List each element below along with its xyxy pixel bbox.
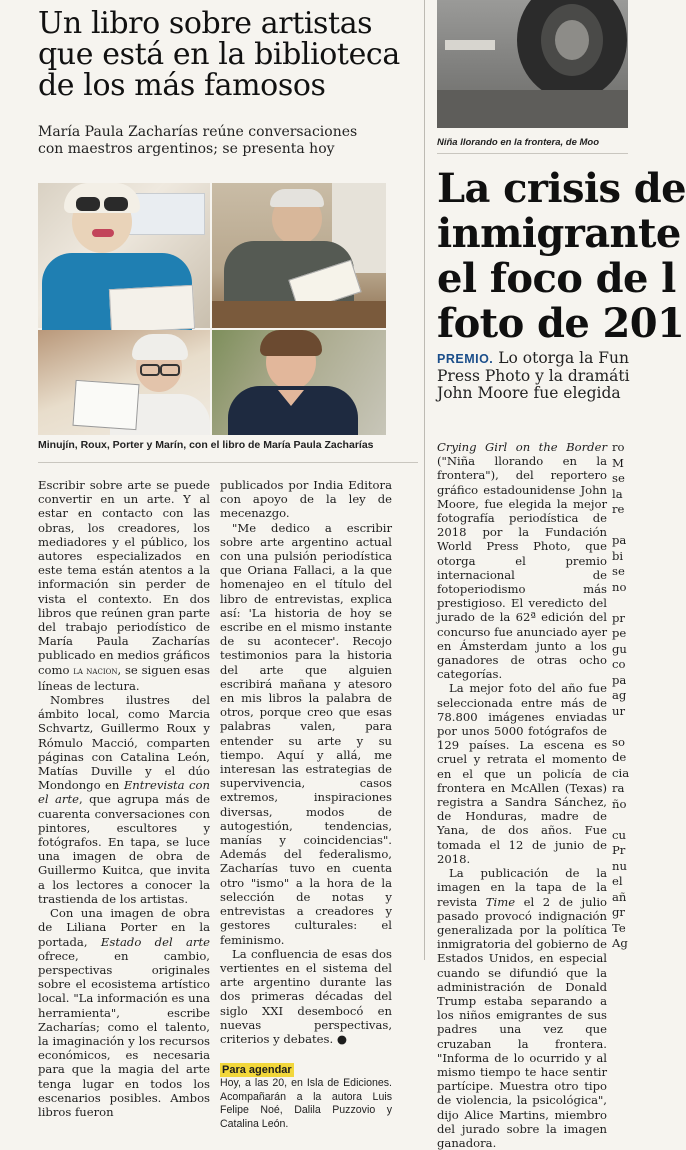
edge-fragment: re [612,502,625,516]
agenda-box [220,1062,392,1131]
book-title: Estado del arte [100,934,210,949]
newspaper-name: la nacion [73,665,118,677]
edge-fragment: Ag [612,936,628,950]
paragraph [437,866,607,1150]
headline-line: foto de 201 [437,300,685,347]
article-column-1 [38,478,210,1119]
headline-line: de los más famosos [38,68,326,103]
edge-fragment: gr [612,905,625,919]
text: Escribir sobre arte se puede convertir en un arte. Y al estar en contacto con las obras, los creadores, los mediadores y el público, los autores especializados en este tema están atentos a la información sin perder de vista el contexto. En dos libros que reúnen gran parte del trabajo periodístico de María Paula Zacharías publicado en medios gráficos como [38,478,210,677]
article-headline [38,8,418,101]
edge-fragment: so [612,734,625,749]
edge-fragment: ur [612,703,626,718]
caption-divider [38,462,418,463]
paragraph [38,693,210,906]
edge-fragment: se [612,471,625,485]
edge-fragment: pr [612,610,625,625]
side-caption-divider [437,153,628,154]
side-deck [437,350,637,402]
photo-border-truck [437,0,628,128]
paragraph [38,906,210,1119]
edge-fragment: ño [612,796,627,811]
edge-fragment: nu [612,858,627,873]
edge-fragment: ra [612,781,625,795]
headline-line: el foco de l [437,255,676,302]
section-kicker: PREMIO. [437,352,494,366]
edge-fragment: ro [612,440,625,454]
edge-fragment: ag [612,688,627,702]
edge-fragment: pa [612,672,627,687]
photo-roux [212,183,386,328]
text: Nombres ilustres del ámbito local, como Marcia Schvartz, Guillermo Roux y Rómulo Macció, comparten páginas con Catalina León, Matías Duville y el dúo Mondongo en [38,693,210,793]
edge-fragment: cia [612,765,630,780]
edge-fragment: M [612,455,624,470]
book-title: Entrevista con el arte [38,778,210,807]
headline-line: inmigrante [437,210,681,257]
paragraph: La confluencia de esas dos vertientes en el sistema del arte argentino durante las dos primeras décadas del siglo XXI desembocó en nuevas perspectivas, criterios y debates. ● [220,946,392,1046]
photo-porter [38,330,210,435]
edge-fragment: bi [612,548,624,563]
edge-fragment: se [612,564,625,578]
paragraph: "Me dedico a escribir sobre arte argentino actual con una pulsión periodística que Oriana Fallaci, a la que homenajeo en el título del libro de entrevistas, explica así: 'La historia de hoy se escribe en el mismo instante de su acontecer'. Recojo testimonios para la historia del arte que alguien escribirá mañana y atesoro en mis libros la palabra de otros, porque creo que esas palabras valen, para entender su arte y su tiempo. Aquí y allá, me interesan las estrategias de supervivencia, casos extremos, inspiraciones diversas, modos de autogestión, tendencias, manías y coincidencias". Además del federalismo, Zacharías tuvo en cuenta otro "ismo" a la hora de la selección de notas y entrevistas a creadores y gestores culturales: el feminismo. [220,520,392,947]
paragraph: publicados por India Editora con apoyo de la ley de mecenazgo. [220,478,392,521]
deck-line: Press Photo y la dramáti [437,367,630,385]
column-divider [424,0,425,960]
photo-marin [212,330,386,435]
article-deck [38,124,408,158]
edge-fragment: pa [612,533,627,547]
photo-title: Crying Girl on the Border [437,440,607,454]
magazine-name: Time [485,894,516,909]
edge-fragment: el [612,874,623,888]
edge-fragment: de [612,750,627,764]
headline-line: que está en la biblioteca [38,37,400,72]
side-headline [437,165,686,347]
deck-line: Lo otorga la Fun [498,349,630,367]
edge-fragment: gu [612,641,627,656]
headline-line: Un libro sobre artistas [38,6,373,41]
text: , se siguen esas líneas de lectura. [38,662,210,693]
edge-fragment: co [612,657,626,671]
edge-fragment: la [612,486,623,501]
edge-fragment: no [612,579,627,594]
edge-fragment: Te [612,920,626,935]
edge-fragment: cu [612,827,626,842]
edge-fragment: añ [612,889,627,904]
headline-line: La crisis de [437,165,686,212]
photo-caption: Minujín, Roux, Porter y Marín, con el libro de María Paula Zacharías [38,439,374,451]
text: ofrece, en cambio, perspectivas originales sobre el ecosistema artístico local. "La información es una herramienta", escribe Zacharías; como el talento, la imaginación y los recursos económicos, es necesaria para que la magia del arte tenga lugar en todos los escenarios posibles. Ambos libros fueron [38,948,210,1119]
agenda-label: Para agendar [222,1064,292,1077]
text: Con una imagen de obra de Liliana Porter en la portada, [38,906,210,949]
edge-fragment: pe [612,626,627,640]
side-photo-caption: Niña llorando en la frontera, de Moo [437,137,600,148]
deck-line: María Paula Zacharías reúne conversaciones [38,124,358,140]
agenda-text: Hoy, a las 20, en Isla de Ediciones. Acompañarán a la autora Luis Felipe Noé, Dalila Puzzovio y Catalina León. [220,1077,392,1130]
deck-line: John Moore fue elegida [437,384,621,402]
text: , que agrupa más de cuarenta conversaciones con pintores, escultores y fotógrafos. En tapa, se luce una imagen de obra de Guillermo Kuitca, que invita a los lectores a conocer la trastienda de los artistas. [38,792,210,906]
text: La publicación de la imagen en la tapa de la revista [437,866,607,909]
side-column-1 [437,440,607,1150]
edge-fragment: Pr [612,843,626,857]
text: el 2 de julio pasado provocó indignación generalizada por la política inmigratoria del gobierno de Estados Unidos, en especial cuando se difundió que la administración de Donald Trump estaba separando a los niños emigrantes de sus padres una vez que cruzaban la frontera. "Informa de lo ocurrido y al mismo tiempo te hace sentir partícipe. Muestra otro tipo de violencia, la psicológica", dijo Alice Martins, miembro del jurado sobre la imagen ganadora. [437,894,608,1150]
paragraph: La mejor foto del año fue seleccionada entre más de 78.800 imágenes enviadas por unos 5000 fotógrafos de 129 países. La escena es cruel y retrata el momento en el que un policía de frontera en McAllen (Texas) registra a Sandra Sánchez, de Honduras, madre de Yana, de dos años. Fue tomada el 12 de junio de 2018. [437,681,607,866]
paragraph [437,440,607,681]
text: ("Niña llorando en la frontera"), del reportero gráfico estadounidense John Moore, fue elegida la mejor fotografía periodística de 2018 por la Fundación World Press Photo, que otorga el premio internacional de fotoperiodismo más prestigioso. El veredicto del jurado de la 62ª edición del concurso fue anunciado ayer en Ámsterdam junto a los ganadores de otras ocho categorías. [437,454,607,682]
deck-line: con maestros argentinos; se presenta hoy [38,141,335,157]
paragraph [38,478,210,693]
photo-minujin [38,183,210,328]
article-column-2 [220,478,392,1131]
